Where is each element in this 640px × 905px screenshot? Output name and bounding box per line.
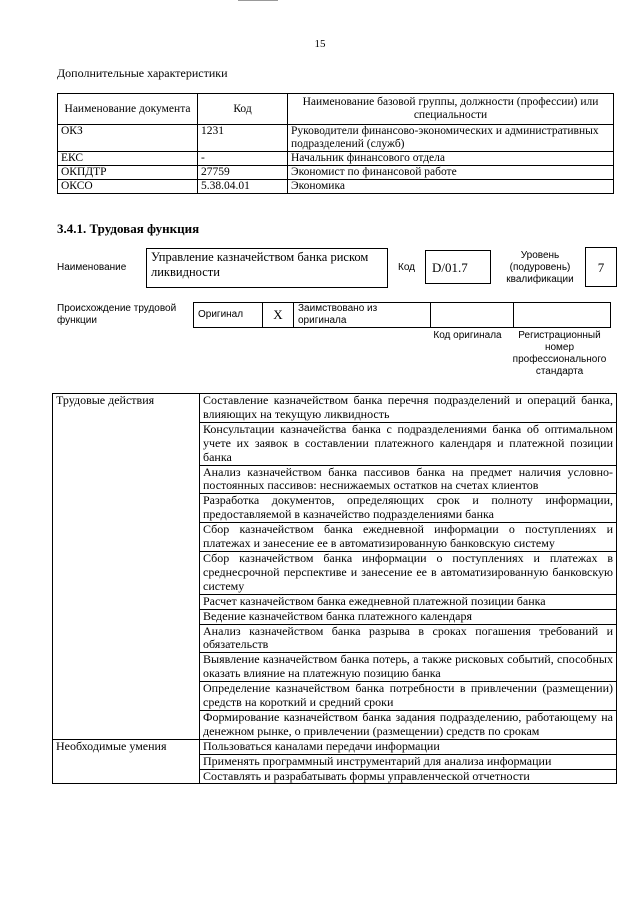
required-skills-label: Необходимые умения	[53, 739, 200, 784]
cell-name: Экономист по финансовой работе	[288, 166, 614, 180]
cell-code: 5.38.04.01	[198, 180, 288, 194]
skill-item: Пользоваться каналами передачи информации	[200, 739, 617, 754]
cell-document: ОКЗ	[58, 125, 198, 152]
reg-number-label: Регистрационный номер профессионального стандарта	[512, 330, 607, 377]
labor-action-item: Ведение казначейством банка платежного календаря	[200, 609, 617, 624]
header-document: Наименование документа	[58, 94, 198, 125]
function-name-box: Управление казначейством банка риском ликвидности	[146, 248, 388, 288]
cell-code: 1231	[198, 125, 288, 152]
table-row	[58, 152, 614, 166]
labor-action-item: Определение казначейством банка потребности в привлечении (размещении) средств на короткий и средний сроки	[200, 682, 617, 711]
qualification-level-label: Уровень (подуровень) квалификации	[506, 250, 574, 285]
page-number: 15	[314, 38, 326, 50]
reg-number-cell	[514, 303, 611, 328]
origin-table	[193, 302, 611, 328]
labor-actions-label: Трудовые действия	[53, 394, 200, 740]
table-row	[58, 125, 614, 152]
header-group-name: Наименование базовой группы, должности (профессии) или специальности	[288, 94, 614, 125]
scan-artifact-line	[238, 0, 278, 1]
labor-action-item: Анализ казначейством банка пассивов банка на предмет наличия условно-постоянных пассивов: неснижаемых остатков на счетах клиентов	[200, 465, 617, 494]
table-row	[53, 739, 617, 754]
labor-action-item: Составление казначейством банка перечня подразделений и операций банка, влияющих на текущую ликвидность	[200, 394, 617, 423]
table-header-row	[58, 94, 614, 125]
cell-name: Руководители финансово-экономических и административных подразделений (служб)	[288, 125, 614, 152]
labor-actions-table	[52, 393, 617, 784]
cell-code: -	[198, 152, 288, 166]
original-label-cell: Оригинал	[194, 303, 263, 328]
origin-code-label: Код оригинала	[433, 330, 502, 341]
cell-name: Начальник финансового отдела	[288, 152, 614, 166]
labor-action-item: Расчет казначейством банка ежедневной платежной позиции банка	[200, 594, 617, 609]
cell-document: ОКСО	[58, 180, 198, 194]
extra-characteristics-title: Дополнительные характеристики	[57, 66, 228, 80]
extra-characteristics-table	[57, 93, 614, 194]
origin-label: Происхождение трудовой функции	[57, 303, 177, 326]
header-code: Код	[198, 94, 288, 125]
borrowed-label-cell: Заимствовано из оригинала	[294, 303, 431, 328]
table-row	[58, 180, 614, 194]
skill-item: Применять программный инструментарий для анализа информации	[200, 754, 617, 769]
table-row	[58, 166, 614, 180]
labor-action-item: Формирование казначейством банка задания подразделению, работающему на денежном рынке, о привлечении (размещении) средств по срокам	[200, 710, 617, 739]
labor-action-item: Сбор казначейством банка ежедневной информации о поступлениях и платежах и занесение ее в автоматизированную банковскую систему	[200, 523, 617, 552]
cell-name: Экономика	[288, 180, 614, 194]
cell-code: 27759	[198, 166, 288, 180]
table-row	[53, 394, 617, 423]
cell-document: ЕКС	[58, 152, 198, 166]
section-title: 3.4.1. Трудовая функция	[57, 221, 200, 236]
labor-action-item: Сбор казначейством банка информации о поступлениях и платежах в среднесрочной перспективе и занесение ее в автоматизированную банковскую систему	[200, 551, 617, 594]
skill-item: Составлять и разрабатывать формы управленческой отчетности	[200, 769, 617, 784]
labor-action-item: Консультации казначейства банка с подразделениями банка об оптимальном учете их заявок в составлении платежного календаря и платежной позиции банка	[200, 422, 617, 465]
code-label: Код	[398, 262, 416, 273]
labor-action-item: Разработка документов, определяющих срок и полноту информации, предоставляемой в казначейство подразделениями банка	[200, 494, 617, 523]
original-mark-cell: X	[263, 303, 294, 328]
function-code-box: D/01.7	[425, 250, 491, 284]
cell-document: ОКПДТР	[58, 166, 198, 180]
labor-action-item: Анализ казначейством банка разрыва в сроках погашения требований и обязательств	[200, 624, 617, 653]
origin-code-cell	[431, 303, 514, 328]
qualification-level-box: 7	[585, 247, 617, 287]
function-name-label: Наименование	[57, 262, 127, 273]
labor-action-item: Выявление казначейством банка потерь, а также рисковых событий, способных оказать влияние на платежную позицию банка	[200, 653, 617, 682]
